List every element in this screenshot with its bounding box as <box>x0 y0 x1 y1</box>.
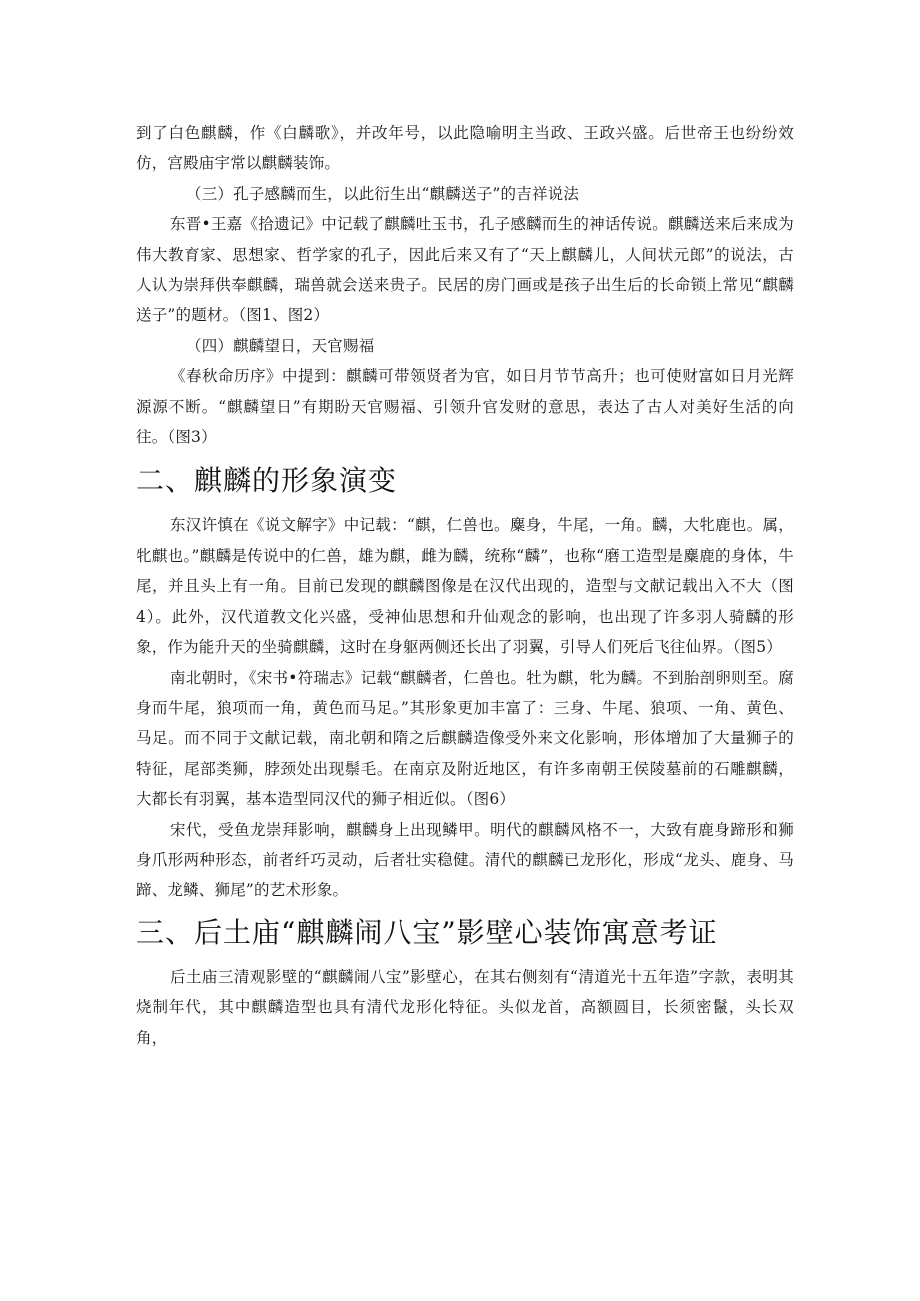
paragraph-chunqiu-minglixu: 《春秋命历序》中提到：麒麟可带领贤者为官，如日月节节高升；也可使财富如日月光辉源源不断。“麒麟望日”有期盼天官赐福、引领升官发财的意思，表达了古人对美好生活的向往。（图3） <box>136 367 794 447</box>
paragraph-screen-wall: 后土庙三清观影壁的“麒麟闹八宝”影壁心，在其右侧刻有“清道光十五年造”字款，表明其烧制年代，其中麒麟造型也具有清代龙形化特征。头似龙首，高额圆目，长须密鬣，头长双角， <box>136 967 794 1047</box>
document-page <box>136 118 794 1053</box>
section-heading-houtu-temple: 三、后土庙“麒麟闹八宝”影壁心装饰寓意考证 <box>136 915 718 949</box>
paragraph-white-qilin: 到了白色麒麟，作《白麟歌》，并改年号，以此隐喻明主当政、王政兴盛。后世帝王也纷纷效仿，宫殿庙宇常以麒麟装饰。 <box>136 124 794 173</box>
subheading-qilin-wangri: （四）麒麟望日，天官赐福 <box>186 336 375 355</box>
paragraph-shuowen-jiezi: 东汉许慎在《说文解字》中记载：“麒，仁兽也。麋身，牛尾，一角。麟，大牝鹿也。属，牝麒也。”麒麟是传说中的仁兽，雄为麒，雌为麟，统称“麟”，也称“磨工造型是麋鹿的身体，牛尾，并且头上有一角。目前已发现的麒麟图像是在汉代出现的，造型与文献记载出入不大（图4）。此外，汉代道教文化兴盛，受神仙思想和升仙观念的影响，也出现了许多羽人骑麟的形象，作为能升天的坐骑麒麟，这时在身躯两侧还长出了羽翼，引导人们死后飞往仙界。（图5） <box>136 516 794 657</box>
section-heading-image-evolution: 二、麒麟的形象演变 <box>136 464 398 498</box>
paragraph-song-ming-qing: 宋代，受鱼龙崇拜影响，麒麟身上出现鳞甲。明代的麒麟风格不一，大致有鹿身蹄形和狮身爪形两种形态，前者纤巧灵动，后者壮实稳健。清代的麒麟已龙形化，形成“龙头、鹿身、马蹄、龙鳞、狮尾”的艺术形象。 <box>136 820 794 900</box>
paragraph-shiyi-ji: 东晋•王嘉《拾遗记》中记载了麒麟吐玉书，孔子感麟而生的神话传说。麒麟送来后来成为伟大教育家、思想家、哲学家的孔子，因此后来又有了“天上麒麟儿，人间状元郎”的说法，古人认为崇拜供奉麒麟，瑞兽就会送来贵子。民居的房门画或是孩子出生后的长命锁上常见“麒麟送子”的题材。（图1、图2） <box>136 215 794 325</box>
paragraph-southern-northern-dynasties: 南北朝时，《宋书•符瑞志》记载“麒麟者，仁兽也。牡为麒，牝为麟。不到胎剖卵则至。腐身而牛尾，狼项而一角，黄色而马足。”其形象更加丰富了：三身、牛尾、狼项、一角、黄色、马足。而不同于文献记载，南北朝和隋之后麒麟造像受外来文化影响，形体增加了大量狮子的特征，尾部类狮，脖颈处出现鬃毛。在南京及附近地区，有许多南朝王侯陵墓前的石雕麒麟，大都长有羽翼，基本造型同汉代的狮子相近似。（图6） <box>136 668 794 809</box>
subheading-confucius-qilin: （三）孔子感麟而生，以此衍生出“麒麟送子”的吉祥说法 <box>186 184 580 203</box>
